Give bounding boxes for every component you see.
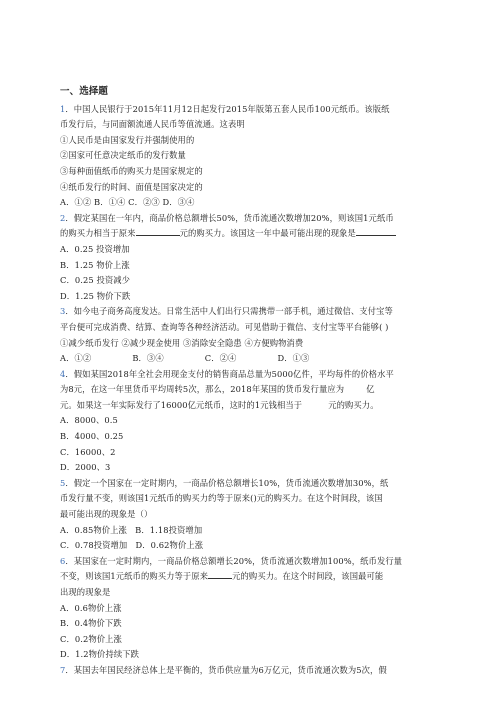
question-text: 平台便可完成消费、结算、查询等各种经济活动。可见借助于微信、支付宝等平台能够( ) [60, 321, 389, 332]
choice-b: B．0.4物价下跌 [60, 618, 122, 629]
choice-c: C．16000、2 [60, 446, 116, 457]
question-3 [60, 304, 445, 366]
choice-c: C．0.25 投资减少 [60, 275, 131, 286]
question-text: 亿 [366, 384, 375, 395]
question-number: 5 [60, 477, 66, 488]
choice-b: B．4000、0.25 [60, 431, 124, 442]
question-text: ．假定某国在一年内，商品价格总额增长50%，货币流通次数增加20%，则该国1元纸币 [65, 212, 394, 223]
question-text: 元的购买力。 [328, 399, 379, 410]
question-text: 元的购买力。该国这一年中最可能出现的现象是 [179, 228, 356, 239]
question-number: 1 [60, 103, 66, 114]
choice-a: A．8000、0.5 [60, 415, 118, 426]
question-text: ．某国去年国民经济总体上是平衡的，货币供应量为6万亿元，货币流通次数为5次，假 [65, 664, 387, 675]
question-number: 3 [60, 306, 66, 317]
question-text: 最可能出现的现象是（） [60, 509, 153, 520]
question-number: 2 [60, 212, 66, 223]
question-6 [60, 554, 445, 663]
statement-2: ②国家可任意决定纸币的发行数量 [60, 150, 186, 161]
choice-b: B．1.25 物价上涨 [60, 259, 130, 270]
choices-ab: A．0.85物价上涨 B．1.18投资增加 [60, 524, 203, 535]
question-text: 元的购买力。在这个时间段，该国最可能 [232, 571, 384, 582]
question-text: ．如今电子商务高度发达。日常生活中人们出行只需携带一部手机，通过微信、支付宝等 [65, 306, 393, 317]
question-text: 为8元，在这一年里货币平均周转5次，那么，2018年某国的货币发行量应为 [60, 384, 345, 395]
question-number: 6 [60, 555, 66, 566]
choice-d: D．2000、3 [60, 462, 111, 473]
answer-blank [356, 226, 396, 236]
choice-d: D．1.2物价持续下跌 [60, 649, 140, 660]
question-text: ．假如某国2018年全社会用现金支付的销售商品总量为5000亿件，平均每件的价格水平 [65, 368, 394, 379]
question-number: 4 [60, 368, 66, 379]
answer-blank [136, 226, 180, 236]
question-text: 出现的现象是 [60, 587, 111, 597]
choice-d: D．1.25 物价下跌 [60, 290, 131, 301]
question-text: ．某国家在一定时期内，一商品价格总额增长20%，货币流通次数增加100%，纸币发行量 [65, 555, 403, 566]
question-4 [60, 367, 445, 476]
statements: ①减少纸币发行 ②减少现金使用 ③消除安全隐患 ④方便购物消费 [60, 337, 304, 348]
choice-c: C．0.2物价上涨 [60, 633, 122, 644]
choices-cd: C．0.78投资增加 D．0.62物价上涨 [60, 540, 204, 551]
question-5 [60, 476, 445, 554]
question-number: 7 [60, 664, 66, 675]
section-title: 一、选择题 [60, 86, 109, 97]
question-text: 元。如果这一年实际发行了16000亿元纸币，这时的1元钱相当于 [60, 399, 303, 410]
question-text: 不变，则该国1元纸币的购买力等于原来 [60, 571, 209, 582]
question-7 [60, 663, 445, 679]
question-text: 的购买力相当于原来 [60, 228, 136, 239]
answer-blank [208, 569, 232, 579]
answer-choices: A．①② B．①④ C．②③ D．③④ [60, 197, 195, 208]
statement-1: ①人民币是由国家发行并强制使用的 [60, 134, 195, 145]
statement-4: ④纸币发行的时间、面值是国家决定的 [60, 181, 203, 192]
question-2 [60, 211, 445, 305]
question-list [60, 84, 445, 679]
answer-choices: A．①② B．③④ C．②④ D．①③ [60, 353, 310, 364]
question-text: 币发行量不变，则该国1元纸币的购买力约等于原来()元的购买力。在这个时间段，该国 [60, 493, 383, 504]
question-text: ．假定一个国家在一定时期内，一商品价格总额增长10%，货币流通次数增加30%，纸 [65, 477, 389, 488]
question-text: ．中国人民银行于2015年11月12日起发行2015年版第五套人民币100元纸币。该版纸 [65, 103, 390, 114]
statement-3: ③每种面值纸币的购买力是国家规定的 [60, 165, 203, 176]
question-1 [60, 102, 445, 211]
question-text: 币发行后，与同面额流通人民币等值流通。这表明 [60, 119, 245, 130]
choice-a: A．0.25 投资增加 [60, 243, 130, 254]
choice-a: A．0.6物价上涨 [60, 602, 122, 613]
